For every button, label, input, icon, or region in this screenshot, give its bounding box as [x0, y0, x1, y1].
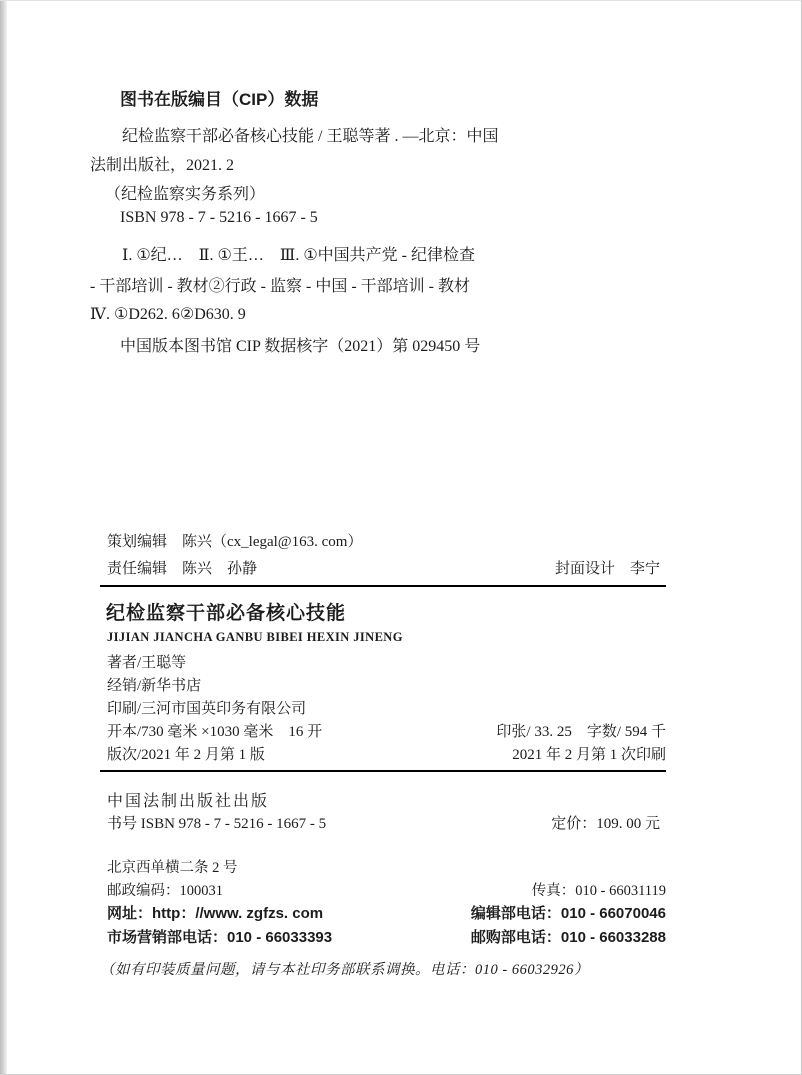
- sheets-words-line: 印张/ 33. 25 字数/ 594 千: [496, 724, 666, 740]
- page-scan-edge: [0, 1, 7, 1074]
- book-title-pinyin: JIJIAN JIANCHA GANBU BIBEI HEXIN JINENG: [107, 630, 403, 644]
- cip-isbn: ISBN 978 - 7 - 5216 - 1667 - 5: [120, 209, 318, 226]
- distributor-line: 经销/新华书店: [107, 678, 202, 694]
- author-line: 著者/王聪等: [107, 655, 187, 671]
- cip-entry-line-2: 法制出版社，2021. 2: [90, 157, 235, 174]
- publisher-name: 中国法制出版社出版: [107, 793, 270, 810]
- responsible-editor: 责任编辑 陈兴 孙静: [107, 561, 258, 577]
- marketing-mailorder-row: [107, 926, 666, 947]
- printer-line: 印刷/三河市国英印务有限公司: [107, 701, 307, 717]
- book-title: 纪检监察干部必备核心技能: [106, 603, 347, 624]
- website: 网址：http：//www. zgfzs. com: [107, 905, 324, 922]
- format-line: 开本/730 毫米 ×1030 毫米 16 开: [107, 724, 323, 740]
- book-isbn: 书号 ISBN 978 - 7 - 5216 - 1667 - 5: [107, 816, 327, 832]
- website-editorial-row: [107, 902, 666, 923]
- postcode-fax-row: [107, 879, 666, 900]
- marketing-phone: 市场营销部电话：010 - 66033393: [107, 929, 333, 946]
- cip-header: 图书在版编目（CIP）数据: [120, 90, 319, 109]
- print-quality-note: （如有印装质量问题，请与本社印务部联系调换。电话：010 - 66032926）: [100, 962, 589, 978]
- edition-line: 版次/2021 年 2 月第 1 版: [107, 747, 265, 763]
- price: 定价：109. 00 元: [551, 816, 660, 832]
- mail-order-phone: 邮购部电话：010 - 66033288: [470, 929, 666, 946]
- cip-classification-line-2: - 干部培训 - 教材②行政 - 监察 - 中国 - 干部培训 - 教材: [90, 278, 470, 295]
- editorial-phone: 编辑部电话：010 - 66070046: [470, 905, 666, 922]
- edition-row: [107, 743, 666, 764]
- divider-top: [100, 585, 666, 587]
- cip-entry-line-1: 纪检监察干部必备核心技能 / 王聪等著 . —北京：中国: [122, 128, 499, 145]
- divider-bottom: [100, 770, 666, 772]
- publisher-address: 北京西单横二条 2 号: [107, 860, 238, 876]
- isbn-price-row: [107, 812, 660, 833]
- printing-line: 2021 年 2 月第 1 次印刷: [512, 747, 666, 763]
- cover-designer: 封面设计 李宁: [554, 561, 660, 577]
- planning-editor: 策划编辑 陈兴（cx_legal@163. com）: [107, 534, 363, 550]
- postcode: 邮政编码：100031: [107, 883, 223, 899]
- cip-registry-number: 中国版本图书馆 CIP 数据核字（2021）第 029450 号: [120, 338, 481, 355]
- editors-row: [107, 557, 660, 578]
- cip-classification-line-1: Ⅰ. ①纪… Ⅱ. ①王… Ⅲ. ①中国共产党 - 纪律检查: [122, 247, 475, 264]
- cip-series: （纪检监察实务系列）: [105, 186, 266, 203]
- fax-number: 传真：010 - 66031119: [531, 883, 666, 899]
- format-row: [107, 720, 666, 741]
- cip-classification-line-3: Ⅳ. ①D262. 6②D630. 9: [90, 306, 246, 323]
